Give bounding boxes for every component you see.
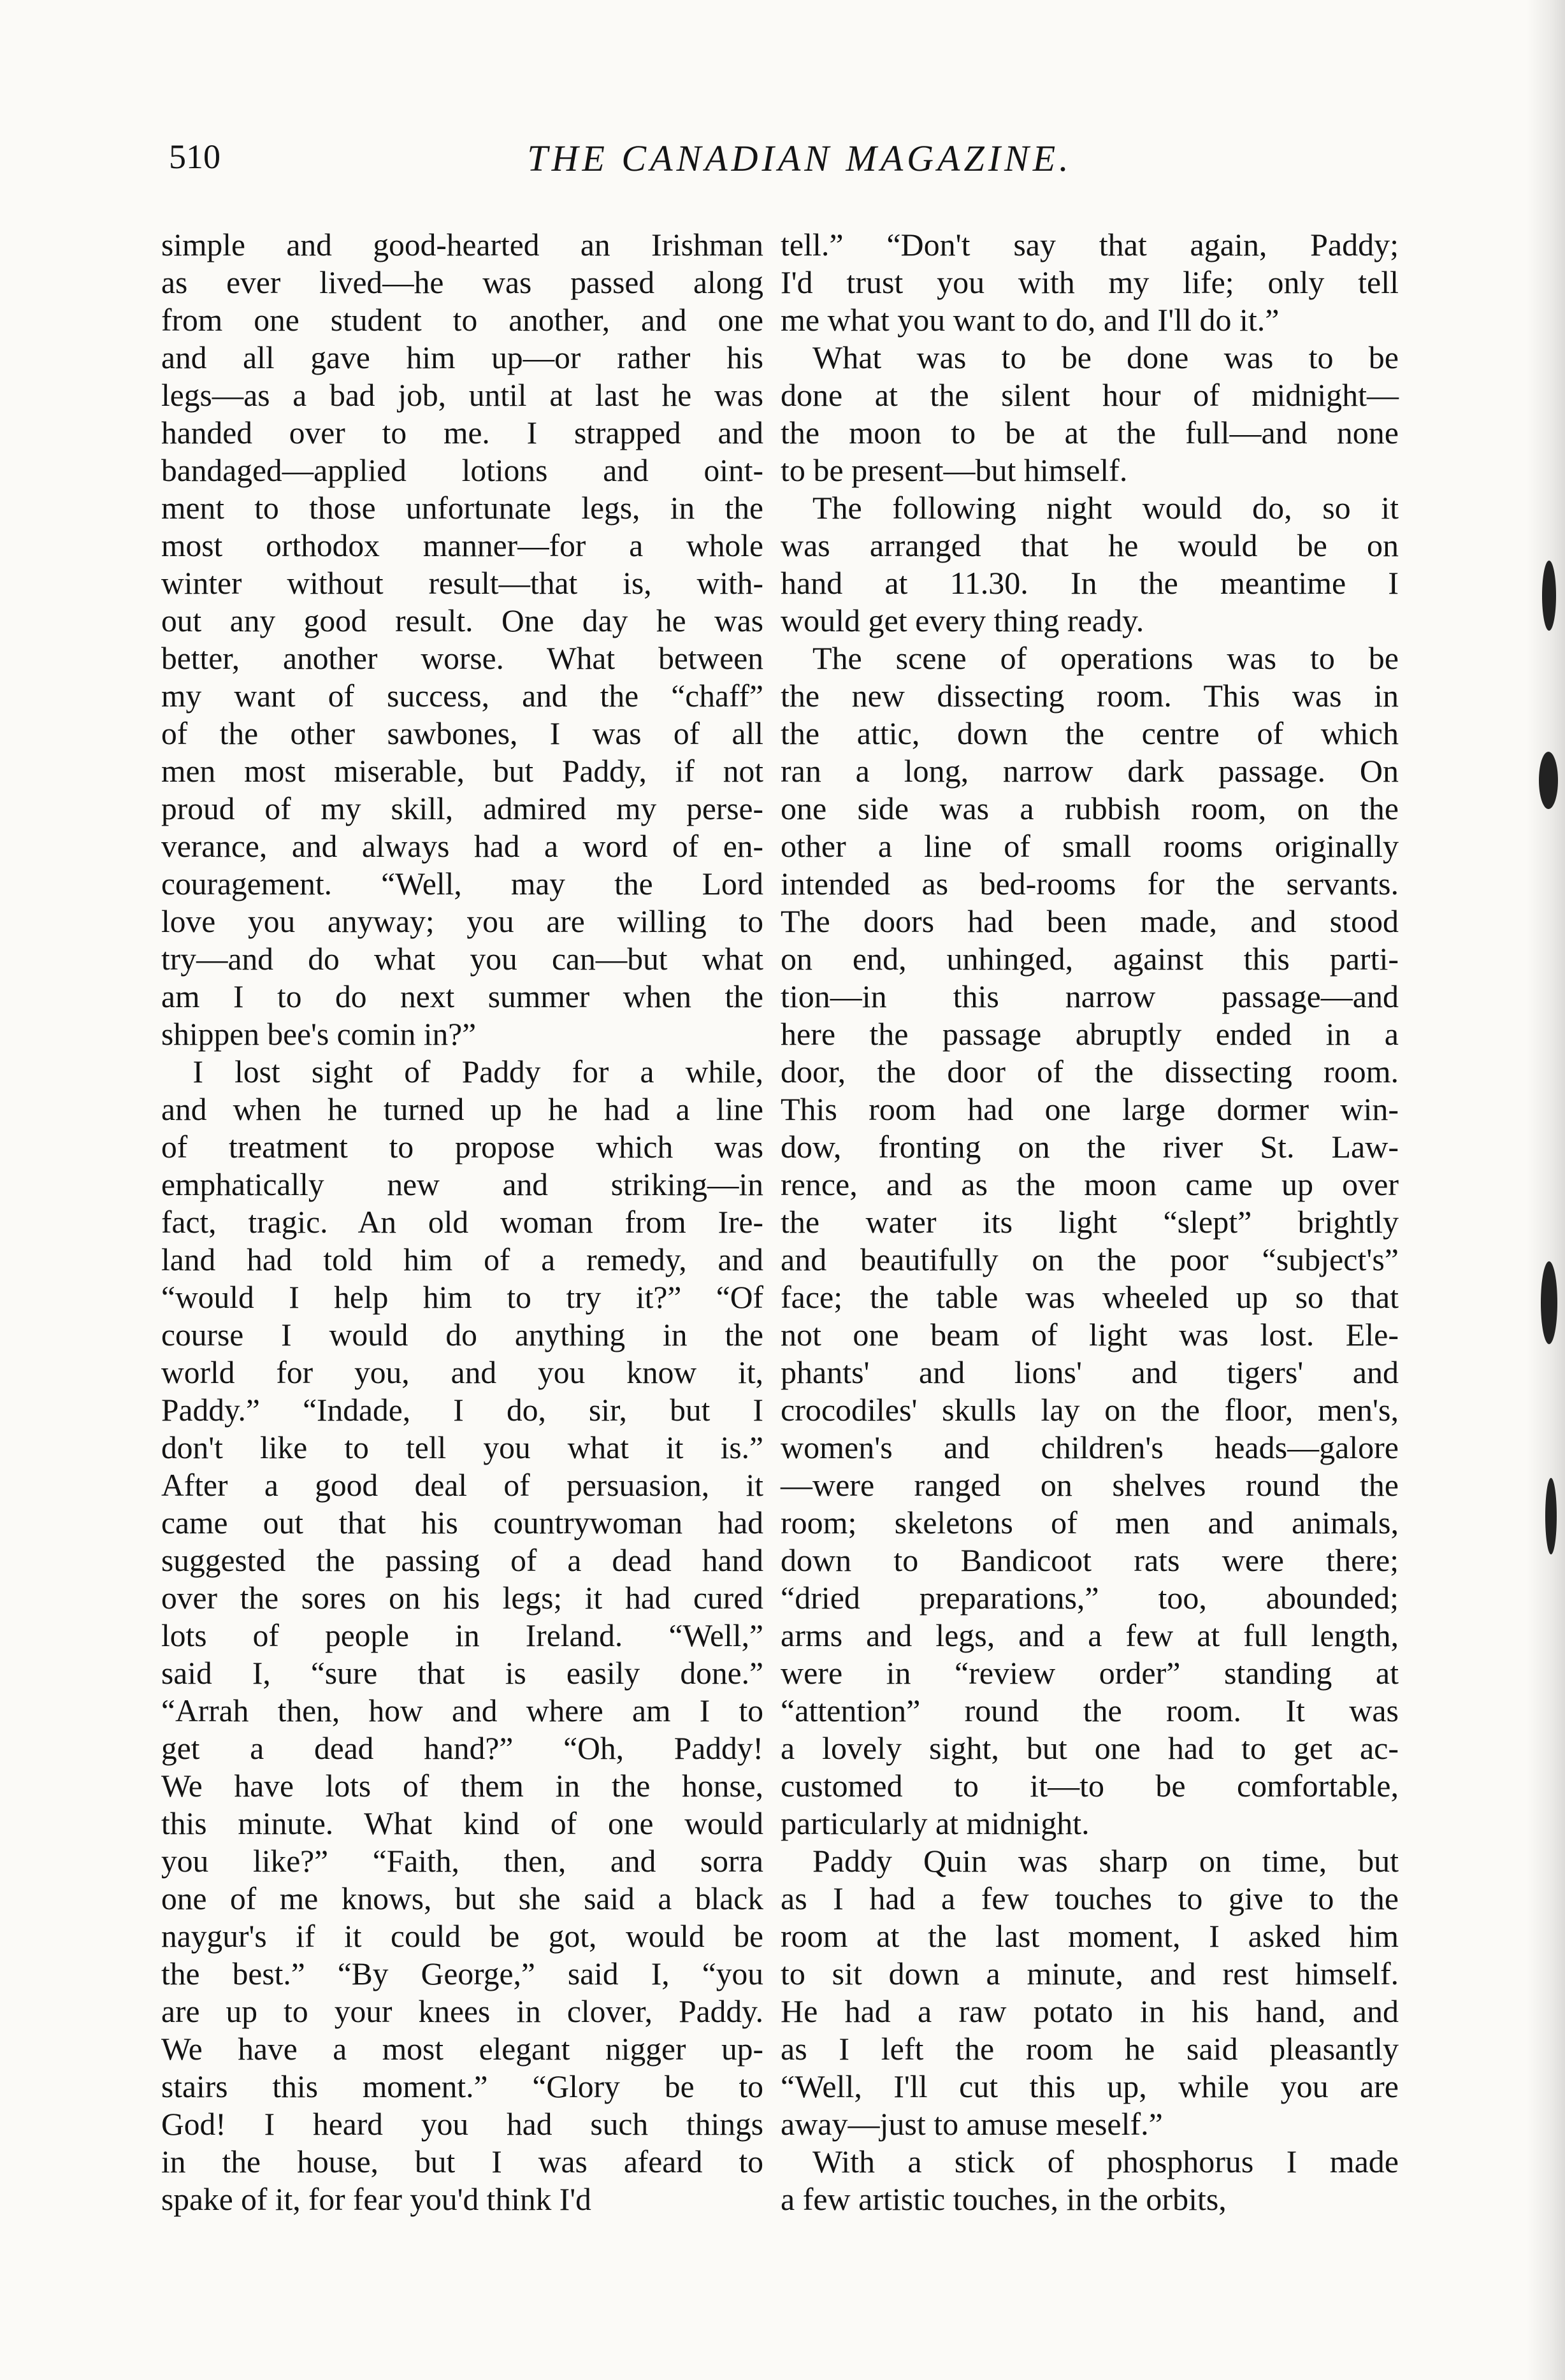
text-line: done at the silent hour of midnight— <box>781 377 1399 413</box>
paragraph <box>781 640 1399 1842</box>
text-line: With a stick of phosphorus I made <box>781 2144 1399 2179</box>
text-line: arms and legs, and a few at full length, <box>781 1617 1399 1653</box>
right-column <box>781 226 1399 2218</box>
text-line: rence, and as the moon came up over <box>781 1166 1399 1202</box>
paragraph <box>781 1842 1399 2143</box>
text-line: world for you, and you know it, <box>161 1355 763 1390</box>
text-line: face; the table was wheeled up so that <box>781 1279 1399 1315</box>
paragraph <box>781 226 1399 339</box>
text-line: the moon to be at the full—and none <box>781 415 1399 450</box>
text-line: the best.” “By George,” said I, “you <box>161 1956 763 1991</box>
text-line: shippen bee's comin in?” <box>161 1017 477 1052</box>
text-line: ran a long, narrow dark passage. On <box>781 753 1399 789</box>
text-line: women's and children's heads—galore <box>781 1430 1399 1465</box>
text-line: verance, and always had a word of en- <box>161 829 763 864</box>
text-line: and all gave him up—or rather his <box>161 340 763 375</box>
text-line: the water its light “slept” brightly <box>781 1204 1399 1240</box>
text-line: He had a raw potato in his hand, and <box>781 1993 1399 2029</box>
text-line: “dried preparations,” too, abounded; <box>781 1580 1399 1616</box>
text-line: —were ranged on shelves round the <box>781 1467 1399 1503</box>
text-line: course I would do anything in the <box>161 1317 763 1352</box>
text-line: of treatment to propose which was <box>161 1129 763 1165</box>
text-line: from one student to another, and one <box>161 303 763 338</box>
text-line: not one beam of light was lost. Ele- <box>781 1317 1399 1352</box>
text-line: bandaged—applied lotions and oint- <box>161 453 763 488</box>
text-line: to be present—but himself. <box>781 452 1128 488</box>
text-line: spake of it, for fear you'd think I'd <box>161 2182 591 2217</box>
paragraph <box>161 226 763 1053</box>
text-line: am I to do next summer when the <box>161 979 763 1014</box>
text-line: most orthodox manner—for a whole <box>161 528 763 563</box>
text-line: Paddy Quin was sharp on time, but <box>781 1843 1399 1879</box>
text-line: We have a most elegant nigger up- <box>161 2032 763 2067</box>
text-line: This room had one large dormer win- <box>781 1091 1399 1127</box>
text-line: lots of people in Ireland. “Well,” <box>161 1618 763 1653</box>
text-line: fact, tragic. An old woman from Ire- <box>161 1205 763 1240</box>
text-line: We have lots of them in the honse, <box>161 1768 763 1803</box>
text-line: The following night would do, so it <box>781 490 1399 526</box>
text-line: legs—as a bad job, until at last he was <box>161 378 763 413</box>
text-line: in the house, but I was afeard to <box>161 2144 763 2179</box>
text-line: love you anyway; you are willing to <box>161 904 763 939</box>
text-line: customed to it—to be comfortable, <box>781 1768 1399 1803</box>
text-line: and beautifully on the poor “subject's” <box>781 1242 1399 1277</box>
text-line: was arranged that he would be on <box>781 527 1399 563</box>
text-line: and when he turned up he had a line <box>161 1092 763 1127</box>
text-line: a few artistic touches, in the orbits, <box>781 2181 1227 2217</box>
text-line: stairs this moment.” “Glory be to <box>161 2069 763 2104</box>
text-line: the new dissecting room. This was in <box>781 678 1399 713</box>
text-line: out any good result. One day he was <box>161 603 763 638</box>
text-line: away—just to amuse meself.” <box>781 2106 1163 2142</box>
text-line: said I, “sure that is easily done.” <box>161 1656 763 1691</box>
text-line: ment to those unfortunate legs, in the <box>161 491 763 526</box>
text-line: the attic, down the centre of which <box>781 715 1399 751</box>
text-line: of the other sawbones, I was of all <box>161 716 763 751</box>
text-line: as I left the room he said pleasantly <box>781 2031 1399 2067</box>
text-line: a lovely sight, but one had to get ac- <box>781 1730 1399 1766</box>
page-number: 510 <box>169 138 220 176</box>
text-line: were in “review order” standing at <box>781 1655 1399 1691</box>
text-line: you like?” “Faith, then, and sorra <box>161 1844 763 1879</box>
text-line: as ever lived—he was passed along <box>161 265 763 300</box>
text-line: The scene of operations was to be <box>781 640 1399 676</box>
text-line: would get every thing ready. <box>781 603 1144 638</box>
text-line: came out that his countrywoman had <box>161 1505 763 1540</box>
scan-smudge <box>1539 752 1558 809</box>
text-line: naygur's if it could be got, would be <box>161 1919 763 1954</box>
text-line: room at the last moment, I asked him <box>781 1918 1399 1954</box>
text-line: Paddy.” “Indade, I do, sir, but I <box>161 1393 763 1428</box>
paragraph <box>161 1053 763 2218</box>
text-line: other a line of small rooms originally <box>781 828 1399 864</box>
text-line: proud of my skill, admired my perse- <box>161 791 763 826</box>
text-line: better, another worse. What between <box>161 641 763 676</box>
text-line: I lost sight of Paddy for a while, <box>161 1054 763 1089</box>
left-column <box>161 226 763 2218</box>
text-line: over the sores on his legs; it had cured <box>161 1581 763 1616</box>
text-line: on end, unhinged, against this parti- <box>781 941 1399 977</box>
text-line: as I had a few touches to give to the <box>781 1881 1399 1916</box>
text-line: “Arrah then, how and where am I to <box>161 1693 763 1728</box>
text-line: are up to your knees in clover, Paddy. <box>161 1994 763 2029</box>
text-line: men most miserable, but Paddy, if not <box>161 754 763 789</box>
text-line: particularly at midnight. <box>781 1805 1090 1841</box>
text-line: handed over to me. I strapped and <box>161 415 763 450</box>
text-line: “attention” round the room. It was <box>781 1693 1399 1728</box>
text-line: hand at 11.30. In the meantime I <box>781 565 1399 601</box>
text-line: land had told him of a remedy, and <box>161 1242 763 1277</box>
text-line: couragement. “Well, may the Lord <box>161 866 763 901</box>
text-line: The doors had been made, and stood <box>781 903 1399 939</box>
text-line: door, the door of the dissecting room. <box>781 1054 1399 1089</box>
text-line: “Well, I'll cut this up, while you are <box>781 2068 1399 2104</box>
text-line: down to Bandicoot rats were there; <box>781 1542 1399 1578</box>
text-line: God! I heard you had such things <box>161 2107 763 2142</box>
text-line: suggested the passing of a dead hand <box>161 1543 763 1578</box>
text-line: dow, fronting on the river St. Law- <box>781 1129 1399 1165</box>
text-line: intended as bed-rooms for the servants. <box>781 866 1399 901</box>
text-line: emphatically new and striking—in <box>161 1167 763 1202</box>
text-line: to sit down a minute, and rest himself. <box>781 1956 1399 1991</box>
text-line: What was to be done was to be <box>781 340 1399 375</box>
scan-smudge <box>1542 561 1556 631</box>
text-line: After a good deal of persuasion, it <box>161 1468 763 1503</box>
paragraph <box>781 2143 1399 2218</box>
text-line: me what you want to do, and I'll do it.” <box>781 302 1280 338</box>
scan-smudge <box>1545 1478 1557 1554</box>
paragraph <box>781 339 1399 489</box>
text-line: tion—in this narrow passage—and <box>781 979 1399 1014</box>
text-line: phants' and lions' and tigers' and <box>781 1354 1399 1390</box>
text-line: try—and do what you can—but what <box>161 942 763 977</box>
paragraph <box>781 489 1399 640</box>
text-line: don't like to tell you what it is.” <box>161 1430 763 1465</box>
text-line: room; skeletons of men and animals, <box>781 1505 1399 1540</box>
text-line: my want of success, and the “chaff” <box>161 678 763 713</box>
text-line: here the passage abruptly ended in a <box>781 1016 1399 1052</box>
text-line: get a dead hand?” “Oh, Paddy! <box>161 1731 763 1766</box>
text-line: one side was a rubbish room, on the <box>781 791 1399 826</box>
text-line: tell.” “Don't say that again, Paddy; <box>781 227 1399 262</box>
text-line: crocodiles' skulls lay on the floor, men's, <box>781 1392 1399 1428</box>
running-header <box>169 137 1431 194</box>
text-line: “would I help him to try it?” “Of <box>161 1280 763 1315</box>
scan-smudge <box>1541 1261 1557 1344</box>
text-line: one of me knows, but she said a black <box>161 1881 763 1916</box>
text-line: winter without result—that is, with- <box>161 566 763 601</box>
scan-edge-shadow <box>1527 0 1565 2380</box>
text-line: I'd trust you with my life; only tell <box>781 264 1399 300</box>
magazine-title: THE CANADIAN MAGAZINE. <box>527 138 1072 179</box>
text-line: simple and good-hearted an Irishman <box>161 227 763 262</box>
text-line: this minute. What kind of one would <box>161 1806 763 1841</box>
